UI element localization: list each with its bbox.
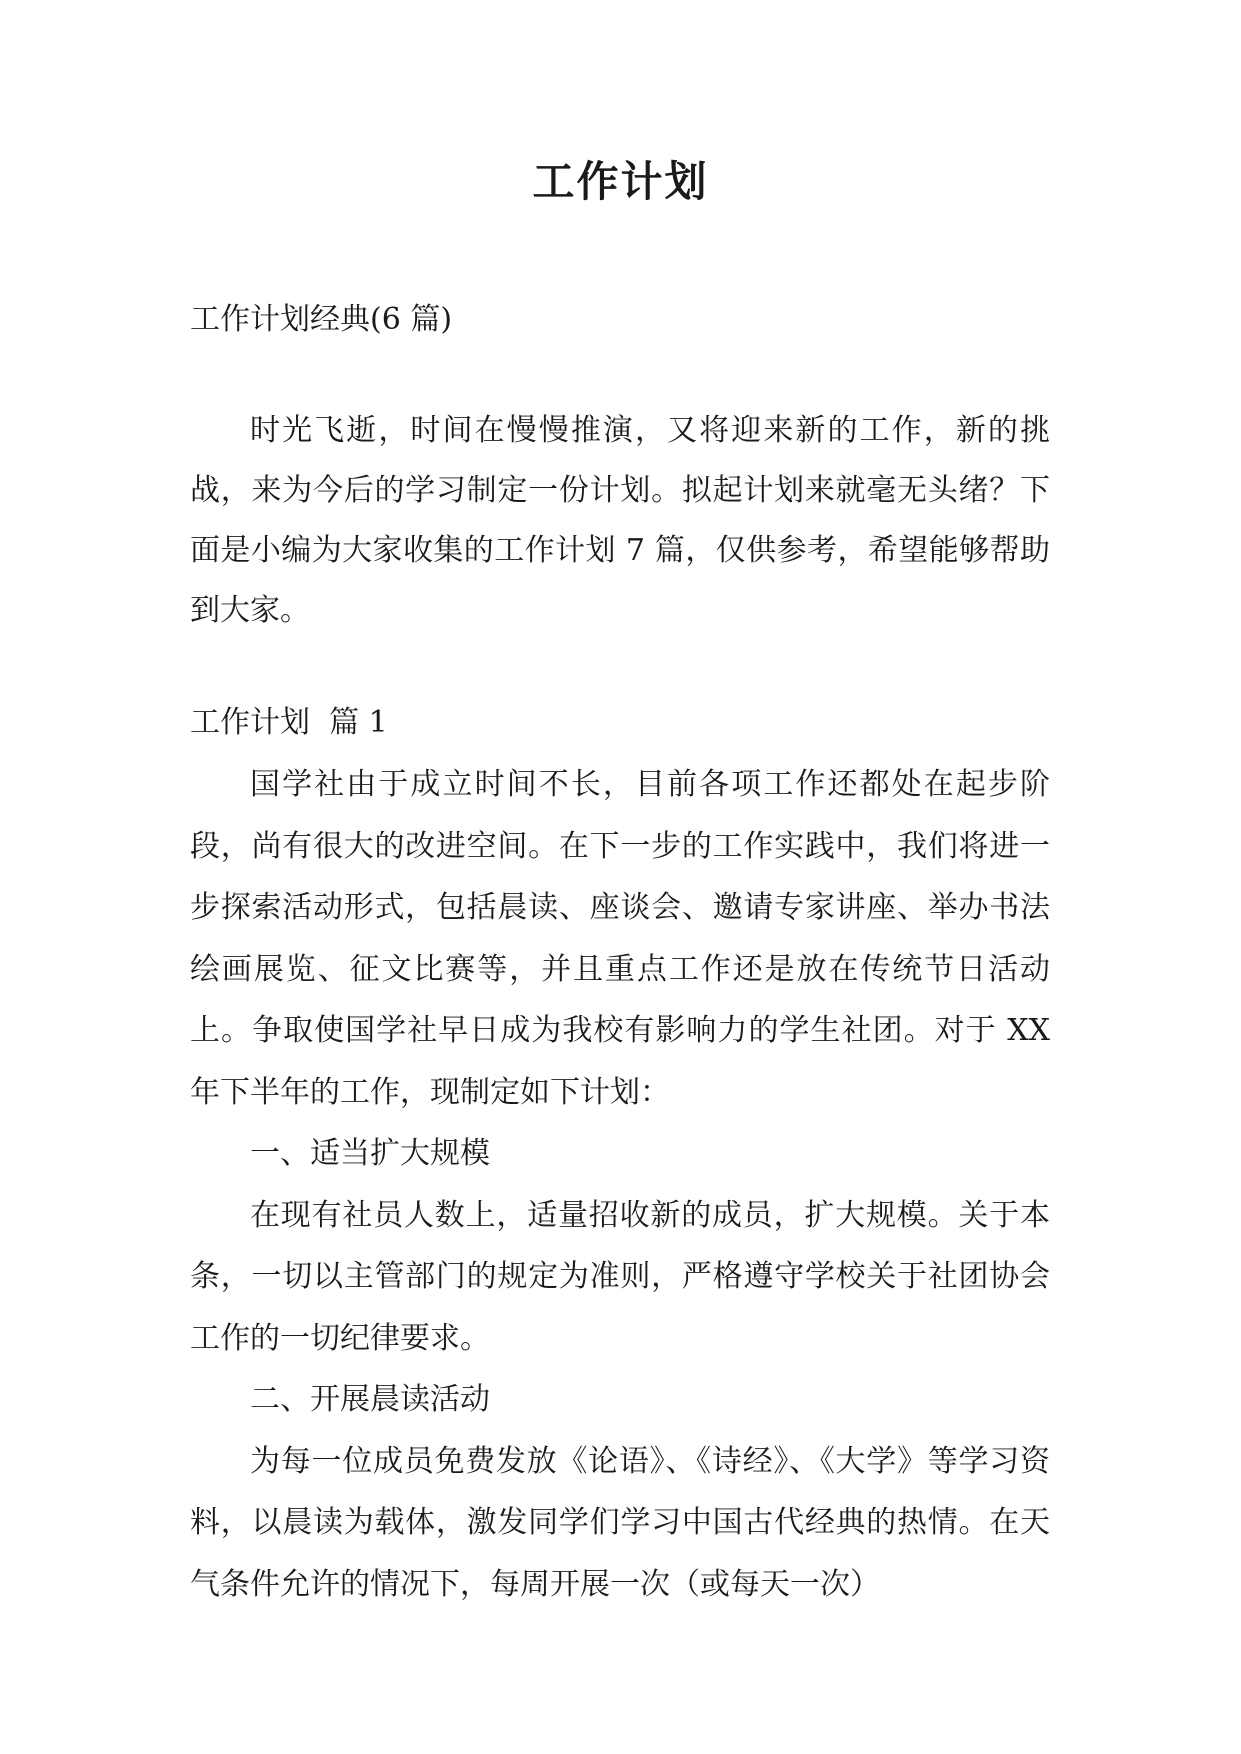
section-heading: 工作计划 篇 1 (190, 705, 388, 740)
item-heading: 一、适当扩大规模 (250, 1136, 490, 1171)
paragraph: 在现有社员人数上，适量招收新的成员，扩大规模。关于本条，一切以主管部门的规定为准则，严格遵守学校关于社团协会工作的一切纪律要求。 (190, 1197, 1050, 1356)
intro-paragraph: 时光飞逝，时间在慢慢推演，又将迎来新的工作，新的挑战，来为今后的学习制定一份计划。拟起计划来就毫无头绪？下面是小编为大家收集的工作计划 7 篇，仅供参考，希望能够帮助到大家。 (190, 413, 1050, 628)
page-title: 工作计划 (532, 157, 709, 206)
paragraph: 为每一位成员免费发放《论语》、《诗经》、《大学》等学习资料，以晨读为载体，激发同学们学习中国古代经典的热情。在天气条件允许的情况下，每周开展一次（或每天一次） (190, 1443, 1050, 1602)
section-content (190, 754, 1050, 1615)
item-heading: 二、开展晨读活动 (250, 1382, 490, 1417)
paragraph: 国学社由于成立时间不长，目前各项工作还都处在起步阶段，尚有很大的改进空间。在下一步的工作实践中，我们将进一步探索活动形式，包括晨读、座谈会、邀请专家讲座、举办书法绘画展览、征文比赛等，并且重点工作还是放在传统节日活动上。争取使国学社早日成为我校有影响力的学生社团。对于 XX 年下半年的工作，现制定如下计划： (190, 767, 1050, 1110)
document-subtitle: 工作计划经典(6 篇) (190, 302, 453, 337)
